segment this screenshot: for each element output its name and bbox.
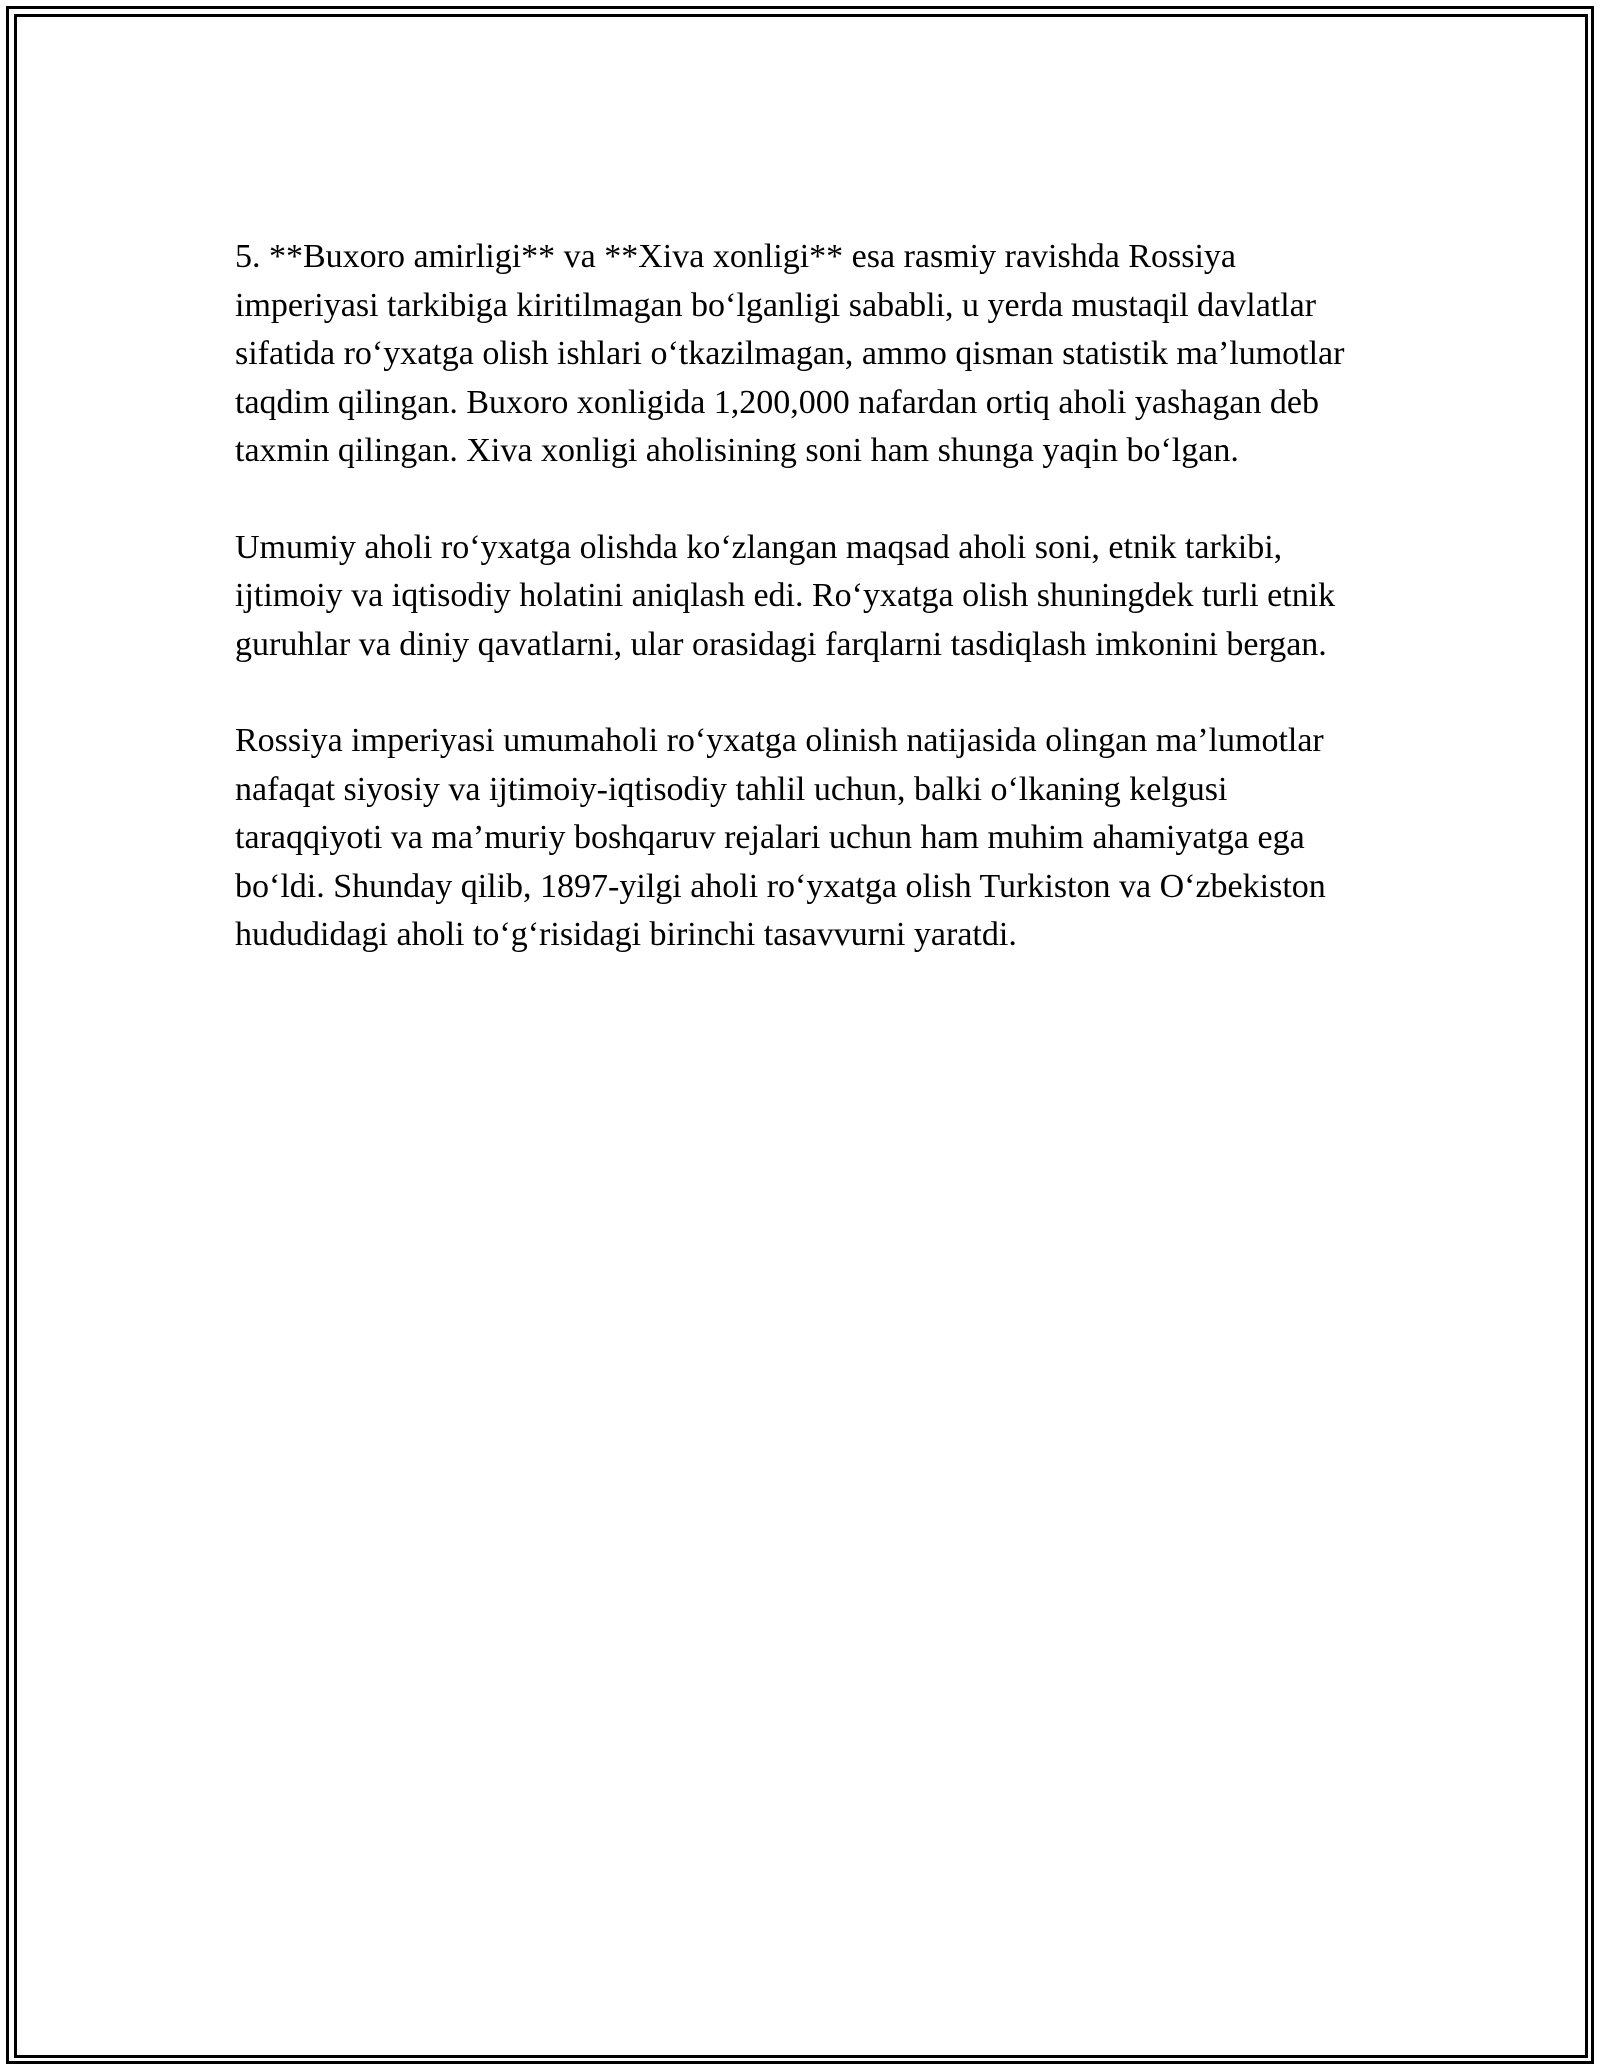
- paragraph-census-results: Rossiya imperiyasi umumaholi ro‘yxatga olinish natijasida olingan ma’lumotlar nafaqat siyosiy va ijtimoiy-iqtisodiy tahlil uchun, balki o‘lkaning kelgusi taraqqiyoti va ma’muriy boshqaruv rejalari uchun ham muhim ahamiyatga ega bo‘ldi. Shunday qilib, 1897-yilgi aholi ro‘yxatga olish Turkiston va O‘zbekiston hududidagi aholi to‘g‘risidagi birinchi tasavvurni yaratdi.: [235, 722, 1326, 953]
- paragraph-khanates: 5. **Buxoro amirligi** va **Xiva xonligi** esa rasmiy ravishda Rossiya imperiyasi tarkibiga kiritilmagan bo‘lganligi sababli, u yerda mustaqil davlatlar sifatida ro‘yxatga olish ishlari o‘tkazilmagan, ammo qisman statistik ma’lumotlar taqdim qilingan. Buxoro xonligida 1,200,000 nafardan ortiq aholi yashagan deb taxmin qilingan. Xiva xonligi aholisining soni ham shunga yaqin bo‘lgan.: [235, 238, 1345, 469]
- document-body: [235, 233, 1370, 1008]
- paragraph-census-purpose: Umumiy aholi ro‘yxatga olishda ko‘zlangan maqsad aholi soni, etnik tarkibi, ijtimoiy va iqtisodiy holatini aniqlash edi. Ro‘yxatga olish shuningdek turli etnik guruhlar va diniy qavatlarni, ular orasidagi farqlarni tasdiqlash imkonini bergan.: [235, 528, 1336, 663]
